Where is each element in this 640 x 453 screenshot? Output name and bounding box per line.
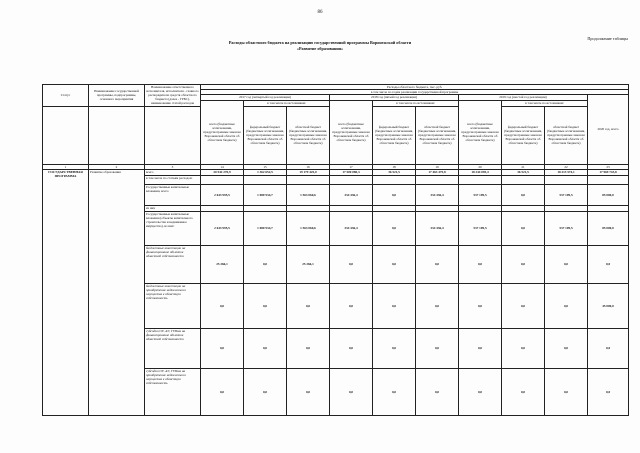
col-number: 17	[330, 164, 373, 169]
value-cell	[588, 175, 629, 184]
value-cell: 334 436,4	[330, 211, 373, 245]
value-cell	[287, 175, 330, 184]
col-number: 20	[459, 164, 502, 169]
row-label: Государственные капитальные вложения, всего	[145, 184, 201, 205]
value-cell: 0,0	[545, 368, 588, 415]
value-cell: 0,0	[287, 368, 330, 415]
value-cell: 0,0	[588, 245, 629, 283]
row-label: всего	[145, 169, 201, 175]
value-cell: 0,0	[287, 328, 330, 368]
value-cell: 0,0	[416, 245, 459, 283]
header-spacer	[145, 106, 201, 164]
value-cell: 537 109,5	[545, 184, 588, 205]
value-cell: 36 521,5	[502, 169, 545, 175]
col-number: 1	[43, 164, 89, 169]
value-cell: 0,0	[244, 328, 287, 368]
value-cell: 0,0	[416, 283, 459, 328]
value-cell: 0,0	[502, 245, 545, 283]
value-cell: 0,0	[244, 245, 287, 283]
value-cell: 85 000,0	[588, 211, 629, 245]
value-cell	[201, 175, 244, 184]
value-cell: 0,0	[201, 328, 244, 368]
value-cell	[545, 175, 588, 184]
col-number: 19	[416, 164, 459, 169]
value-cell: 0,0	[588, 328, 629, 368]
header-2019-total: всего (бюджетные ассигнования, предусмотренные законом Воронежской области об областном бюджете)	[459, 100, 502, 164]
col-number: 3	[145, 164, 201, 169]
value-cell: 0,0	[459, 328, 502, 368]
value-cell	[459, 175, 502, 184]
value-cell: 0,0	[545, 328, 588, 368]
header-2018-federal: федеральный бюджет (бюджетные ассигнования, предусмотренные законом Воронежской области об областном бюджете)	[373, 106, 416, 164]
header-by-years: в том числе по годам реализации государственной программы	[201, 90, 629, 95]
value-cell: 17 969 743,8	[588, 169, 629, 175]
col-number: 14	[201, 164, 244, 169]
value-cell	[502, 175, 545, 184]
value-cell: 0,0	[588, 368, 629, 415]
col-number: 16	[287, 164, 330, 169]
continuation-note: Продолжение таблицы	[587, 36, 628, 41]
header-2018-sources: в том числе по источникам:	[373, 100, 459, 106]
col-number: 15	[244, 164, 287, 169]
value-cell: 0,0	[244, 283, 287, 328]
value-cell: 1 080 934,7	[244, 211, 287, 245]
value-cell: 0,0	[545, 245, 588, 283]
value-cell	[244, 175, 287, 184]
value-cell: 45 000,0	[588, 283, 629, 328]
value-cell: 1 563 060,6	[287, 211, 330, 245]
value-cell: 0,0	[287, 283, 330, 328]
page-number: 86	[317, 10, 323, 15]
col-number: 21	[502, 164, 545, 169]
value-cell: 25 266,1	[201, 245, 244, 283]
row-label: субсидии ОУ, АУ, ГУПам на финансирование объектов областной собственности	[145, 328, 201, 368]
header-2019-sources: в том числе по источникам:	[502, 100, 588, 106]
value-cell: 0,0	[373, 184, 416, 205]
header-executor: Наименование ответственного исполнителя, исполнителя - главного распорядителя средств областного бюджета (далее - ГРБС), наименование статей расходов	[146, 85, 199, 106]
value-cell: 0,0	[416, 368, 459, 415]
value-cell: 36 521,5	[373, 169, 416, 175]
header-2017-sources: в том числе по источникам:	[244, 100, 330, 106]
header-2020-total: 2020 год, всего	[588, 95, 629, 164]
header-year-2017: 2017 год (четвертый год реализации)	[201, 95, 330, 101]
header-2018-regional: областной бюджет (бюджетные ассигнования, предусмотренные законом Воронежской области об областном бюджете)	[416, 106, 459, 164]
value-cell: 0,0	[502, 283, 545, 328]
col-number: 23	[588, 164, 629, 169]
document-title	[0, 40, 640, 51]
value-cell: 334 436,4	[416, 211, 459, 245]
value-cell: 0,0	[244, 368, 287, 415]
value-cell: 18 244 095,4	[459, 169, 502, 175]
value-cell: 0,0	[416, 328, 459, 368]
value-cell: 20 542 270,9	[201, 169, 244, 175]
header-expenses: Расходы областного бюджета, тыс. руб.	[201, 85, 629, 90]
header-status: Статус	[43, 85, 89, 107]
program-name-cell: Развитие образования	[89, 169, 145, 415]
value-cell: 0,0	[545, 283, 588, 328]
col-number: 18	[373, 164, 416, 169]
value-cell	[373, 175, 416, 184]
value-cell: 0,0	[330, 328, 373, 368]
row-label: бюджетные инвестиции на приобретение недвижимого имущества в областную собственность	[145, 283, 201, 328]
value-cell: 19 179 425,0	[287, 169, 330, 175]
status-cell: ГОСУДАРСТВЕННАЯ ПРОГРАММА	[43, 169, 89, 415]
value-cell: 2 643 995,5	[201, 211, 244, 245]
title-line-1: Расходы областного бюджета на реализацию государственной программы Воронежской области	[228, 40, 412, 45]
row-label: Государственные капитальные вложения (объекты капитального строительства и недвижимое имущество), из них:	[145, 211, 201, 245]
value-cell: 0,0	[330, 245, 373, 283]
value-cell: 0,0	[201, 283, 244, 328]
header-2017-regional: областной бюджет (бюджетные ассигнования, предусмотренные законом Воронежской области об областном бюджете)	[287, 106, 330, 164]
row-label: субсидии ОУ, АУ, ГУПам на приобретение недвижимого имущества в областную собственность	[145, 368, 201, 415]
value-cell: 334 436,4	[416, 184, 459, 205]
header-2019-regional: областной бюджет (бюджетные ассигнования, предусмотренные законом Воронежской области об областном бюджете)	[545, 106, 588, 164]
value-cell: 0,0	[201, 368, 244, 415]
header-name: Наименование государственной программы, подпрограммы, основного мероприятия	[89, 85, 145, 107]
value-cell: 1 563 060,6	[287, 184, 330, 205]
header-2017-federal: федеральный бюджет (бюджетные ассигнования, предусмотренные законом Воронежской области об областном бюджете)	[244, 106, 287, 164]
row-label: в том числе по статьям расходов:	[145, 175, 201, 184]
value-cell: 25 266,1	[287, 245, 330, 283]
value-cell: 334 436,4	[330, 184, 373, 205]
header-year-2019: 2019 год (шестой год реализации)	[459, 95, 588, 101]
header-spacer	[43, 106, 89, 164]
col-number: 22	[545, 164, 588, 169]
value-cell: 0,0	[373, 283, 416, 328]
row-label: из них	[145, 205, 201, 211]
title-line-2: «Развитие образования»	[296, 45, 344, 51]
value-cell: 0,0	[373, 245, 416, 283]
value-cell: 537 109,5	[459, 184, 502, 205]
header-year-2018: 2018 год (пятый год реализации)	[330, 95, 459, 101]
value-cell: 0,0	[373, 368, 416, 415]
value-cell: 0,0	[459, 368, 502, 415]
expenses-table	[42, 84, 629, 416]
value-cell: 0,0	[502, 328, 545, 368]
value-cell: 0,0	[373, 211, 416, 245]
value-cell: 2 643 995,5	[201, 184, 244, 205]
value-cell: 537 109,5	[459, 211, 502, 245]
value-cell: 1 362 652,5	[244, 169, 287, 175]
value-cell: 18 213 574,1	[545, 169, 588, 175]
header-2017-total: всего (бюджетные ассигнования, предусмотренные законом Воронежской области об областном бюджете)	[201, 100, 244, 164]
value-cell: 0,0	[373, 328, 416, 368]
value-cell: 17 463 475,8	[416, 169, 459, 175]
value-cell: 0,0	[502, 184, 545, 205]
value-cell: 0,0	[330, 283, 373, 328]
value-cell: 0,0	[330, 368, 373, 415]
header-2018-total: всего (бюджетные ассигнования, предусмотренные законом Воронежской области об областном бюджете)	[330, 100, 373, 164]
row-label: бюджетные инвестиции на финансирование объектов областной собственности	[145, 245, 201, 283]
col-number: 2	[89, 164, 145, 169]
value-cell: 85 000,0	[588, 184, 629, 205]
value-cell: 0,0	[502, 368, 545, 415]
value-cell: 0,0	[502, 211, 545, 245]
value-cell	[330, 175, 373, 184]
value-cell: 537 109,5	[545, 211, 588, 245]
value-cell	[416, 175, 459, 184]
header-spacer	[89, 106, 145, 164]
value-cell: 1 080 934,7	[244, 184, 287, 205]
value-cell: 0,0	[459, 245, 502, 283]
header-2019-federal: федеральный бюджет (бюджетные ассигнования, предусмотренные законом Воронежской области об областном бюджете)	[502, 106, 545, 164]
value-cell: 0,0	[459, 283, 502, 328]
value-cell: 17 500 080,3	[330, 169, 373, 175]
